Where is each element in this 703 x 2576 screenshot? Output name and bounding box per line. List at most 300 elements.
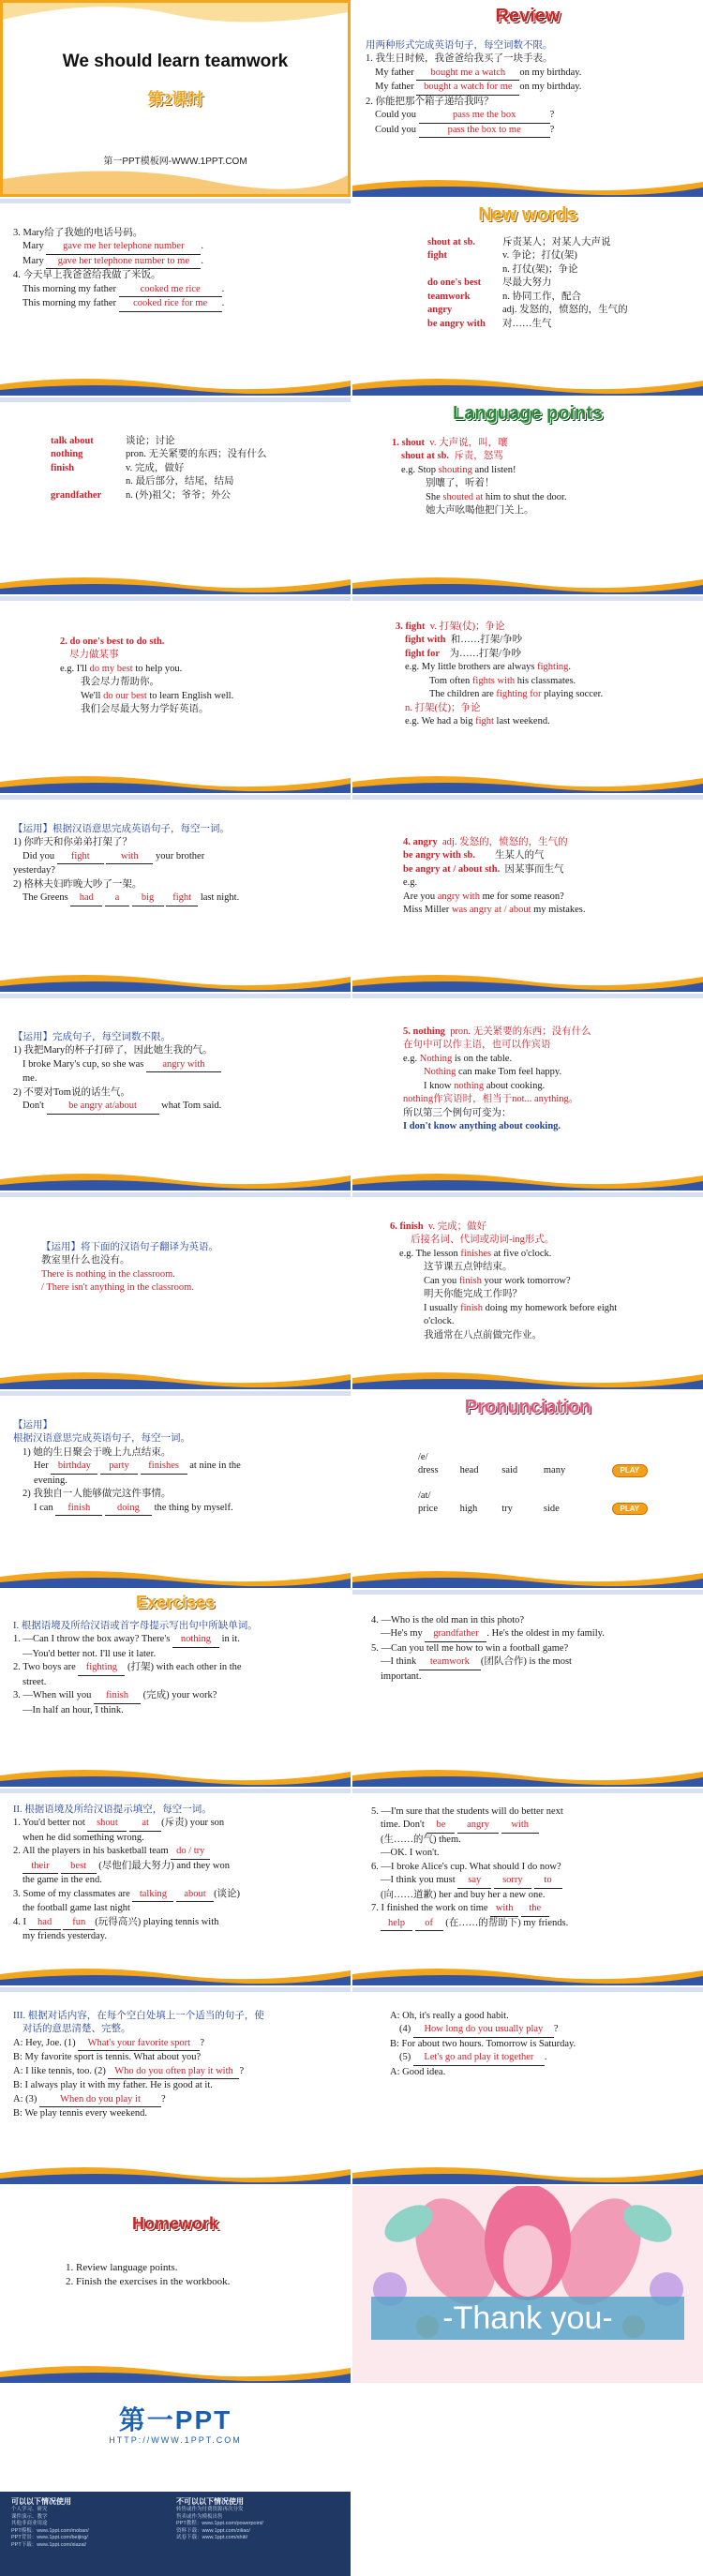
keyword: 1. shout xyxy=(392,438,426,448)
answer-blank: doing xyxy=(105,1502,152,1516)
link-item[interactable]: PPT教程：www.1ppt.com/powerpoint/ xyxy=(176,2521,263,2527)
line-text: —I think xyxy=(381,1656,417,1668)
slide-point-finish xyxy=(352,1192,703,1389)
question-line xyxy=(371,1874,694,1888)
answer-blank: grandfather xyxy=(425,1627,486,1641)
answer-blank: big xyxy=(132,891,164,906)
line-text: 1. You'd better not xyxy=(13,1818,85,1829)
answer-blank: at xyxy=(129,1817,161,1831)
line-text: I can xyxy=(34,1502,53,1513)
wave-decoration xyxy=(352,572,703,594)
slide-exercises-1 xyxy=(0,1590,351,1787)
line-text: This morning my father xyxy=(22,283,117,294)
exercise-content xyxy=(13,2010,341,2121)
word-row xyxy=(418,1464,694,1477)
language-point-content xyxy=(392,437,694,518)
wave-decoration xyxy=(0,1367,351,1389)
line-text: doing my homework before eight xyxy=(485,1302,618,1313)
line-text: (谈论) xyxy=(214,1888,241,1899)
question-text: 1. 我生日时候，我爸爸给我买了一块手表。 xyxy=(366,53,553,65)
line-text: at five o'clock. xyxy=(493,1248,552,1259)
answer-line xyxy=(366,81,694,95)
link-item[interactable]: PPT下载：www.1ppt.com/xiazai/ xyxy=(11,2541,87,2548)
line-text: my friends yesterday. xyxy=(22,1931,107,1942)
vocab-list xyxy=(51,435,341,502)
slide-language-points xyxy=(352,397,703,594)
play-button[interactable]: PLAY xyxy=(612,1464,649,1476)
translation: 别嚷了，听着！ xyxy=(426,478,495,489)
word: head xyxy=(459,1465,479,1476)
vocab-word: do one's best xyxy=(427,277,482,289)
line-text: —In half an hour, I think. xyxy=(22,1704,124,1715)
vocab-word: teamwork xyxy=(427,291,471,302)
top-band xyxy=(0,1391,351,1396)
answer-line xyxy=(13,283,341,297)
vocab-word: talk about xyxy=(51,436,94,446)
vocab-grid xyxy=(427,236,694,331)
exercise-content xyxy=(371,1614,694,1684)
answer-blank: their xyxy=(22,1860,58,1874)
line-text: what Tom said. xyxy=(161,1101,222,1112)
page-title: We should learn teamwork xyxy=(62,52,289,71)
point-line xyxy=(396,621,694,634)
line-text: . xyxy=(221,298,225,309)
link-item[interactable]: 资料下载：www.1ppt.com/ziliao/ xyxy=(176,2527,250,2534)
wave-decoration xyxy=(0,1764,351,1787)
line-text: This morning my father xyxy=(22,298,117,309)
line-text: —He's my xyxy=(381,1628,423,1640)
bottom-wave-decoration xyxy=(3,166,348,194)
word: high xyxy=(459,1504,478,1515)
forbidden-heading: 不可以以下情况使用 xyxy=(176,2497,244,2506)
example-line xyxy=(396,688,694,701)
line-text: . xyxy=(201,255,203,266)
slide-review-continued xyxy=(0,199,351,396)
line-text: last weekend. xyxy=(496,716,550,727)
slide-practice-fight xyxy=(0,795,351,992)
slide-point-do-best xyxy=(0,596,351,793)
vocab-word: shout at sb. xyxy=(427,237,476,247)
line-text: 2. All the players in his basketball team xyxy=(13,1846,169,1857)
question-text: 1) 她的生日聚会于晚上九点结束。 xyxy=(22,1446,172,1458)
line-text: the football game last night xyxy=(22,1903,130,1914)
brand-url: HTTP://WWW.1PPT.COM xyxy=(109,2435,242,2445)
question-line xyxy=(13,1817,341,1831)
slide-heading: Language points xyxy=(453,403,603,424)
section-heading: II. 根据语境及所给汉语提示填空，每空一词。 xyxy=(13,1805,212,1815)
line-text: 7. I finished the work on time xyxy=(371,1903,488,1914)
point-line xyxy=(396,634,694,647)
rewritten-example: I don't know anything about cooking. xyxy=(403,1121,561,1132)
definition: v. 大声说，叫，嚷 xyxy=(429,438,508,448)
answer-blank: pass me the box xyxy=(419,109,550,123)
slide-brand-footer xyxy=(0,2385,351,2576)
line-text: him to shut the door. xyxy=(485,491,567,502)
line-text: (4) xyxy=(399,2024,411,2035)
highlight: was angry at / about xyxy=(451,905,531,916)
section-heading: III. 根据对话内容，在每个空白处填上一个适当的句子，使 xyxy=(13,2011,264,2021)
answer-blank: Who do you often play it with xyxy=(108,2065,239,2079)
top-band xyxy=(0,1987,351,1992)
line-text: your work tomorrow? xyxy=(484,1275,571,1286)
answer-blank: sorry xyxy=(494,1874,531,1888)
question-line xyxy=(13,1860,341,1874)
slide-point-fight xyxy=(352,596,703,793)
top-band xyxy=(0,994,351,998)
answer-blank: party xyxy=(100,1460,138,1474)
wave-decoration xyxy=(352,1764,703,1787)
top-band xyxy=(352,1987,703,1992)
forbidden-column xyxy=(176,2497,345,2542)
keyword: fight for xyxy=(405,648,441,659)
answer-line xyxy=(13,240,341,254)
vocab-meaning: 尽最大努力 xyxy=(502,277,552,289)
example-line xyxy=(403,1080,694,1093)
wave-decoration xyxy=(0,771,351,793)
vocab-word xyxy=(51,475,122,488)
line-text: (5) xyxy=(399,2052,411,2063)
vocab-meaning: v. 争论；打仗(架) xyxy=(502,250,577,262)
highlight: Nothing xyxy=(419,1053,453,1064)
dialogue-line: B: For about two hours. Tomorrow is Saturday. xyxy=(390,2038,576,2049)
line-text: My father xyxy=(375,67,414,78)
keyword: 3. fight xyxy=(396,622,426,632)
homework-item: 1. Review language points. xyxy=(66,2262,178,2273)
answer-blank: cooked me rice xyxy=(119,283,222,297)
top-band xyxy=(0,1789,351,1793)
wave-decoration xyxy=(352,174,703,197)
line-text: . xyxy=(544,2052,547,2063)
answer-blank: When do you play it xyxy=(39,2093,161,2107)
answer-text: There is nothing in the classroom. xyxy=(41,1268,175,1280)
line-text: . xyxy=(221,283,225,294)
definition: 为……打架/争吵 xyxy=(449,648,521,659)
slide-title xyxy=(0,0,351,197)
line-text: when he did something wrong. xyxy=(22,1832,144,1843)
question-line xyxy=(13,1888,341,1902)
allowed-item: 个人学习、研究 xyxy=(11,2507,48,2513)
line-text: me. xyxy=(22,1073,37,1085)
highlight: finish xyxy=(460,1302,483,1313)
link-item[interactable]: 试卷下载：www.1ppt.com/shiti/ xyxy=(176,2535,248,2541)
keyword: 5. nothing xyxy=(403,1026,445,1037)
highlight: fight xyxy=(475,716,494,727)
answer-line xyxy=(13,891,341,906)
line-text: Her xyxy=(34,1460,49,1472)
line-text: Did you xyxy=(22,850,55,861)
highlight: do our best xyxy=(103,690,147,701)
word: side xyxy=(543,1504,560,1515)
vocab-meaning: 斥责某人；对某人大声说 xyxy=(502,237,611,247)
answer-line xyxy=(13,1502,341,1516)
answer-blank: teamwork xyxy=(419,1655,481,1670)
wave-decoration xyxy=(0,2360,351,2383)
question-text: 4. 今天早上我爸爸给我做了米饭。 xyxy=(13,270,161,281)
example-line: e.g. My little brothers are always fighting. xyxy=(405,662,571,673)
definition: 在句中可以作主语，也可以作宾语 xyxy=(403,1040,551,1051)
line-text: 2. Two boys are xyxy=(13,1662,76,1673)
line-text: e.g. Stop xyxy=(401,464,437,475)
section-heading: I. 根据语境及所给汉语或首字母提示写出句中所缺单词。 xyxy=(13,1621,258,1631)
highlight: do my best xyxy=(89,663,133,674)
line-text: Mary xyxy=(22,255,44,266)
slide-practice-finish xyxy=(0,1391,351,1588)
answer-blank: fun xyxy=(63,1916,95,1930)
vocab-word xyxy=(427,263,499,277)
example-line xyxy=(396,715,694,728)
word: many xyxy=(543,1465,566,1476)
vocab-list xyxy=(427,236,694,331)
answer-blank: with xyxy=(501,1819,539,1833)
question-line xyxy=(13,1689,341,1703)
definition: 后接名词、代词或动词-ing形式。 xyxy=(411,1235,555,1246)
line-text: Could you xyxy=(375,124,417,135)
line-text: his classmates. xyxy=(516,675,576,686)
phoneme-label: /e/ xyxy=(418,1452,428,1462)
vocab-meaning: pron. 无关紧要的东西；没有什么 xyxy=(126,449,267,460)
word: try xyxy=(501,1504,513,1515)
line-text: playing soccer. xyxy=(544,689,604,700)
homework-item: 2. Finish the exercises in the workbook. xyxy=(66,2276,231,2288)
slide-exercises-3 xyxy=(0,1789,351,1985)
line-text: (生……的气) them. xyxy=(381,1834,461,1845)
point-line xyxy=(392,450,694,463)
lesson-subtitle: 第2课时 xyxy=(147,90,203,108)
line-text: I broke Mary's cup, so she was xyxy=(22,1058,144,1070)
slide-pronunciation xyxy=(352,1391,703,1588)
play-button[interactable]: PLAY xyxy=(612,1503,649,1515)
dialogue-line xyxy=(390,2023,694,2037)
answer-blank: with xyxy=(106,850,153,864)
answer-blank: angry with xyxy=(146,1058,221,1072)
slide-thank-you xyxy=(352,2186,703,2383)
question-text: 2) 格林夫妇昨晚大吵了一架。 xyxy=(13,878,142,890)
allowed-item: 课件演示、教学 xyxy=(11,2513,48,2520)
answer-blank: best xyxy=(61,1860,97,1874)
line-text: Can you xyxy=(424,1275,457,1286)
line-text: Miss Miller xyxy=(403,905,450,916)
highlight: fighting for xyxy=(496,689,542,700)
line-text: on my birthday. xyxy=(519,82,582,93)
language-point-content xyxy=(390,1221,694,1342)
slide-point-angry xyxy=(352,795,703,992)
answer-blank: the xyxy=(521,1902,549,1916)
link-item[interactable]: PPT背景：www.1ppt.com/beijing/ xyxy=(11,2535,88,2541)
answer-blank: Let's go and play it together xyxy=(413,2051,545,2065)
example-line xyxy=(60,663,341,676)
highlight: shouted at xyxy=(442,491,484,502)
question-line xyxy=(13,1633,341,1647)
top-band xyxy=(352,795,703,800)
answer-blank: to xyxy=(534,1874,562,1888)
keyword: be angry with sb. xyxy=(403,850,476,861)
vocab-meaning: 谈论；讨论 xyxy=(126,436,175,446)
review-content xyxy=(13,227,341,312)
line-text: at nine in the xyxy=(189,1460,241,1472)
vocab-word: angry xyxy=(427,305,453,316)
definition: pron. 无关紧要的东西；没有什么 xyxy=(450,1026,591,1037)
language-point-content xyxy=(396,621,694,729)
highlight: shouting xyxy=(438,464,472,475)
top-band xyxy=(0,1192,351,1197)
wave-decoration xyxy=(0,2162,351,2184)
translation: 她大声吆喝他把门关上。 xyxy=(426,505,534,517)
allowed-item: 其他非商业用途 xyxy=(11,2521,48,2527)
word: dress xyxy=(418,1465,439,1476)
highlight: fighting xyxy=(537,662,569,673)
question-text: 5. —I'm sure that the students will do better next xyxy=(371,1806,563,1817)
section-heading: 对话的意思清楚、完整。 xyxy=(22,2024,131,2035)
answer-line xyxy=(13,850,341,864)
answer-blank: a xyxy=(105,891,129,906)
line-text: can make Tom feel happy. xyxy=(458,1067,562,1078)
answer-line xyxy=(13,1058,341,1072)
line-text: (斥责) your son xyxy=(161,1818,225,1829)
line-text: on my birthday. xyxy=(519,67,582,78)
wave-decoration xyxy=(0,1565,351,1588)
instruction: 【运用】完成句子，每空词数不限。 xyxy=(13,1032,171,1042)
answer-blank: How long do you usually play xyxy=(413,2023,554,2037)
answer-blank: help xyxy=(381,1917,412,1931)
answer-blank: nothing xyxy=(172,1633,219,1647)
line-text: A: Hey, Joe. (1) xyxy=(13,2037,76,2048)
homework-list xyxy=(66,2261,341,2289)
slide-new-words-continued xyxy=(0,397,351,594)
vocab-meaning: 对……生气 xyxy=(502,318,552,329)
question-text: 1) 你昨天和你弟弟打架了？ xyxy=(13,837,132,848)
line-text: —OK. I won't. xyxy=(381,1848,440,1859)
example-line xyxy=(392,491,694,504)
line-text: I usually xyxy=(424,1302,458,1313)
wave-decoration xyxy=(352,1565,703,1588)
line-text: e.g. The lesson xyxy=(399,1248,458,1259)
wave-decoration xyxy=(352,373,703,396)
answer-blank: finish xyxy=(94,1689,141,1703)
exercise-content xyxy=(13,1620,341,1717)
answer-blank: shout xyxy=(87,1817,127,1831)
answer-line xyxy=(366,109,694,123)
slide-exercises-5 xyxy=(0,1987,351,2184)
question-text: 2) 我独自一人能够做完这件事情。 xyxy=(22,1489,172,1500)
line-text: yesterday? xyxy=(13,865,55,876)
line-text: and listen! xyxy=(474,464,516,475)
slide-homework xyxy=(0,2186,351,2383)
instruction: 【运用】根据汉语意思完成英语句子，每空一词。 xyxy=(13,824,230,834)
link-item[interactable]: PPT模板：www.1ppt.com/moban/ xyxy=(11,2527,89,2534)
top-band xyxy=(352,1590,703,1595)
line-text: (完成) your work? xyxy=(142,1690,217,1701)
translation: 我会尽力帮助你。 xyxy=(81,677,159,688)
line-text: My father xyxy=(375,82,414,93)
allowed-column xyxy=(11,2497,161,2549)
wave-decoration xyxy=(352,771,703,793)
slide-practice-nothing xyxy=(0,1192,351,1389)
answer-blank: fight xyxy=(166,891,198,906)
instruction: 用两种形式完成英语句子，每空词数不限。 xyxy=(366,40,553,51)
question-text: 4. —Who is the old man in this photo? xyxy=(371,1615,525,1625)
slide-exercises-2 xyxy=(352,1590,703,1787)
line-text: time. Don't xyxy=(381,1820,425,1831)
line-text: me for some reason? xyxy=(482,891,564,902)
line-text: Tom often xyxy=(429,675,471,686)
vocab-grid xyxy=(51,435,341,502)
line-text: Could you xyxy=(375,110,417,121)
question-text: 2. 你能把那个箱子递给我吗？ xyxy=(366,96,494,107)
answer-line xyxy=(13,1460,341,1474)
answer-blank: What's your favorite sport xyxy=(78,2037,200,2051)
answer-blank: about xyxy=(176,1888,214,1902)
keyword: 6. finish xyxy=(390,1221,424,1232)
answer-blank: birthday xyxy=(51,1460,97,1474)
keyword: shout at sb. xyxy=(401,451,450,462)
vocab-word: be angry with xyxy=(427,318,486,329)
vocab-meaning: v. 完成，做好 xyxy=(126,462,185,473)
line-text: is on the table. xyxy=(454,1053,513,1064)
line-text: Mary xyxy=(22,241,44,252)
practice-content xyxy=(13,1031,341,1115)
answer-line xyxy=(13,255,341,269)
example-line xyxy=(403,1053,694,1066)
definition: 生某人的气 xyxy=(495,850,545,861)
example-line xyxy=(390,1302,694,1315)
line-text: We'll xyxy=(81,690,101,701)
practice-content xyxy=(13,1419,341,1516)
line-text: (在……的帮助下) my friends. xyxy=(445,1917,569,1928)
line-text: . He's the oldest in my family. xyxy=(486,1628,605,1640)
definition: 尽力做某事 xyxy=(69,650,119,661)
answer-line xyxy=(366,67,694,81)
dialogue-line: B: My favorite sport is tennis. What about you? xyxy=(13,2052,202,2063)
line-text: street. xyxy=(22,1676,47,1687)
language-point-content xyxy=(403,836,694,918)
point-line xyxy=(403,863,694,876)
wave-decoration xyxy=(0,1963,351,1985)
slide-heading: Homework xyxy=(131,2214,219,2233)
dialogue-line: B: We play tennis every weekend. xyxy=(13,2108,148,2119)
answer-blank: fight xyxy=(57,850,104,864)
slide-review xyxy=(352,0,703,197)
line-text: ? xyxy=(200,2037,204,2048)
answer-blank: pass the box to me xyxy=(419,124,550,138)
line-text: (团队合作) is the most xyxy=(480,1656,572,1668)
line-text: evening. xyxy=(34,1475,67,1486)
vocab-meaning: n. (外)祖父；爷爷；外公 xyxy=(126,489,231,501)
translation: 这节课五点钟结束。 xyxy=(424,1262,513,1273)
line-text: She xyxy=(426,491,441,502)
answer-blank: had xyxy=(29,1916,61,1930)
point-line xyxy=(396,648,694,661)
dialogue-line xyxy=(390,2051,694,2065)
word: price xyxy=(418,1504,438,1515)
answer-blank: bought me a watch xyxy=(416,67,519,81)
word-row xyxy=(418,1503,694,1516)
line-text: The Greens xyxy=(22,892,68,904)
brand-text: 第一PPT模板网-WWW.1PPT.COM xyxy=(103,157,247,167)
pronunciation-content xyxy=(418,1451,694,1517)
dialogue-line: A: Oh, it's really a good habit. xyxy=(390,2011,509,2021)
keyword: fight with xyxy=(405,635,446,646)
definition: 因某事而生气 xyxy=(504,863,564,875)
floral-illustration xyxy=(352,2186,703,2383)
answer-line xyxy=(13,1100,341,1114)
answer-blank: be angry at/about xyxy=(47,1100,159,1114)
line-text: (打架) with each other in the xyxy=(127,1662,242,1673)
answer-blank: say xyxy=(457,1874,491,1888)
top-wave-decoration xyxy=(3,3,348,40)
answer-blank: be xyxy=(426,1819,455,1833)
keyword: 4. angry xyxy=(403,837,438,847)
top-band xyxy=(0,596,351,601)
